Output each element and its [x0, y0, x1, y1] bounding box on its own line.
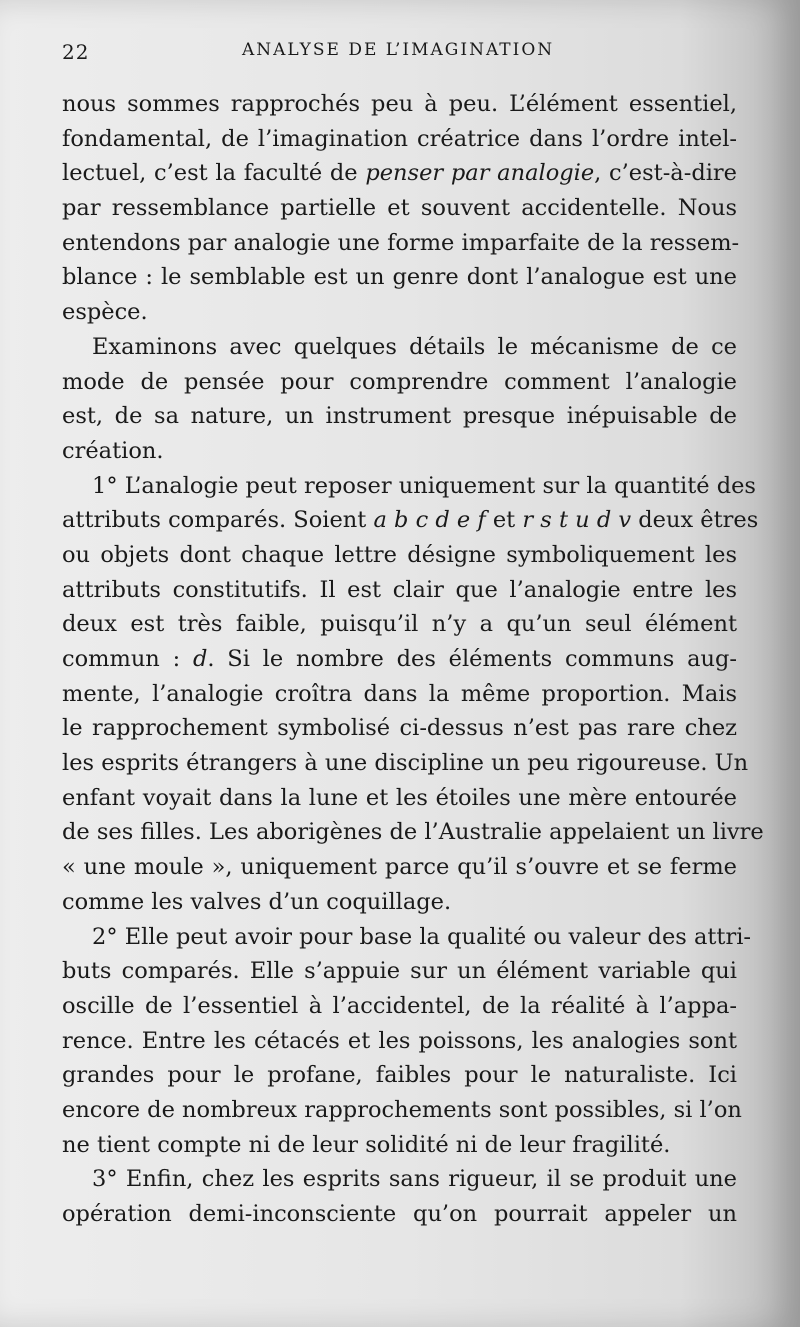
paragraph-start-line: 2° Elle peut avoir pour base la qualité ou valeur des attri-	[92, 923, 752, 950]
body-text	[62, 87, 764, 1232]
text-line: blance : le semblable est un genre dont l’analogue est une	[62, 264, 737, 291]
text-line: buts comparés. Elle s’appuie sur un élément variable qui	[62, 958, 737, 985]
text-line: les esprits étrangers à une discipline un peu rigoureuse. Un	[62, 750, 749, 777]
text-line: encore de nombreux rapprochements sont possibles, si l’on	[62, 1096, 742, 1123]
text-line: attributs constitutifs. Il est clair que l’analogie entre les	[62, 576, 737, 603]
text-span: deux êtres	[631, 507, 759, 534]
italic-symbol: d	[192, 646, 208, 672]
text-span: lectuel, c’est la faculté de	[62, 160, 366, 187]
paragraph-start-line: Examinons avec quelques détails le mécanisme de ce	[92, 333, 737, 360]
text-line: comme les valves d’un coquillage.	[62, 888, 452, 915]
text-line: « une moule », uniquement parce qu’il s’ouvre et se ferme	[62, 854, 737, 881]
italic-symbols: a b c d e f	[373, 507, 486, 534]
text-span: , c’est-à-dire	[594, 160, 737, 187]
text-line: ou objets dont chaque lettre désigne symboliquement les	[62, 541, 737, 568]
paragraph-start-line: 3° Enfin, chez les esprits sans rigueur, il se produit une	[92, 1166, 737, 1193]
text-line: création.	[62, 437, 164, 464]
text-span: commun :	[62, 646, 193, 672]
italic-symbols: r s t u d v	[522, 507, 632, 534]
text-line: fondamental, de l’imagination créatrice dans l’ordre intel-	[62, 125, 737, 152]
text-line	[62, 156, 737, 191]
text-span: . Si le nombre des éléments communs aug-	[207, 646, 738, 672]
italic-phrase: penser par analogie	[365, 160, 595, 187]
text-line: est, de sa nature, un instrument presque inépuisable de	[62, 403, 737, 430]
running-head: ANALYSE DE L’IMAGINATION	[242, 40, 555, 60]
text-line: entendons par analogie une forme imparfaite de la ressem-	[62, 229, 740, 256]
text-line: de ses filles. Les aborigènes de l’Australie appelaient un livre	[62, 819, 764, 846]
text-span: et	[485, 507, 523, 534]
text-line: le rapprochement symbolisé ci-dessus n’est pas rare chez	[62, 715, 737, 742]
page-header	[62, 40, 752, 70]
paragraph-start-line: 1° L’analogie peut reposer uniquement sur la quantité des	[92, 472, 756, 499]
text-line: enfant voyait dans la lune et les étoiles une mère entourée	[62, 784, 737, 811]
text-line: deux est très faible, puisqu’il n’y a qu’un seul élément	[62, 611, 737, 638]
text-line: mente, l’analogie croîtra dans la même proportion. Mais	[62, 680, 737, 707]
text-line: oscille de l’essentiel à l’accidentel, de la réalité à l’appa-	[62, 992, 737, 1019]
text-line: grandes pour le profane, faibles pour le naturaliste. Ici	[62, 1062, 737, 1089]
text-line: mode de pensée pour comprendre comment l’analogie	[62, 368, 737, 395]
text-line	[62, 642, 737, 677]
text-line: par ressemblance partielle et souvent accidentelle. Nous	[62, 195, 737, 222]
text-line: rence. Entre les cétacés et les poissons, les analogies sont	[62, 1027, 737, 1054]
page-number: 22	[62, 40, 90, 64]
text-line: ne tient compte ni de leur solidité ni de leur fragilité.	[62, 1131, 671, 1158]
text-span: attributs comparés. Soient	[62, 507, 374, 534]
text-line	[62, 503, 759, 538]
text-line: espèce.	[62, 299, 148, 326]
text-line: nous sommes rapprochés peu à peu. L’élément essentiel,	[62, 91, 737, 117]
text-line: opération demi-inconsciente qu’on pourrait appeler un	[62, 1201, 737, 1227]
